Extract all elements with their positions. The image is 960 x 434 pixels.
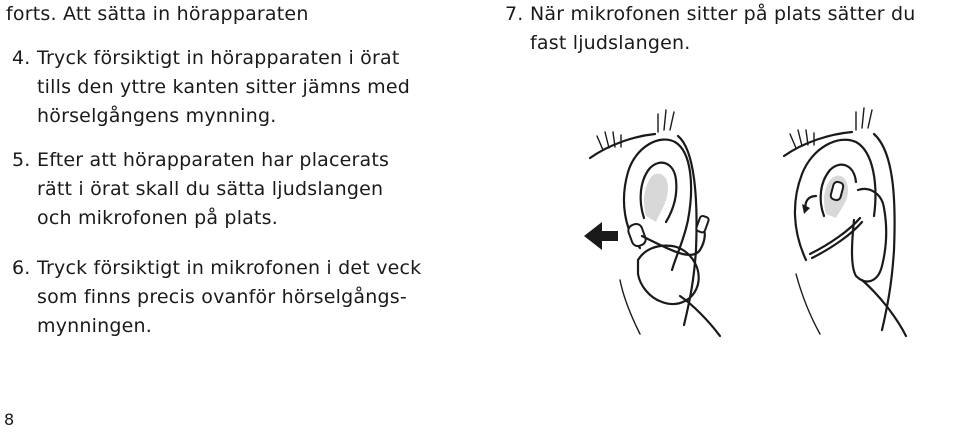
step-5 [12, 146, 389, 233]
step-line: Efter att hörapparaten har placerats [37, 149, 390, 171]
step-6 [12, 254, 421, 341]
step-line: Tryck försiktigt in hörapparaten i örat [37, 47, 400, 69]
page-heading: forts. Att sätta in hörapparaten [6, 3, 309, 25]
step-line: fast ljudslangen. [530, 32, 691, 54]
step-number: 4. [12, 47, 31, 69]
step-line: och mikrofonen på plats. [37, 207, 279, 229]
step-number: 6. [12, 257, 31, 279]
step-line: När mikrofonen sitter på plats sätter du [530, 3, 916, 25]
step-line: som finns precis ovanför hörselgångs- [37, 286, 407, 308]
step-7 [505, 0, 915, 58]
ear-with-hearing-aid-icon [584, 110, 720, 336]
step-line: hörselgångens mynning. [37, 105, 277, 127]
step-line: tills den yttre kanten sitter jämns med [37, 76, 410, 98]
step-line: mynningen. [37, 315, 152, 337]
step-number: 7. [505, 3, 524, 25]
step-line: Tryck försiktigt in mikrofonen i det veck [37, 257, 422, 279]
step-number: 5. [12, 149, 31, 171]
illustration-svg [580, 90, 960, 340]
ear-with-microphone-icon [784, 108, 906, 336]
page-number: 8 [4, 410, 15, 429]
step-4 [12, 44, 410, 131]
ear-illustrations [580, 90, 960, 340]
step-line: rätt i örat skall du sätta ljudslangen [37, 178, 384, 200]
arrow-left-icon [584, 222, 618, 250]
